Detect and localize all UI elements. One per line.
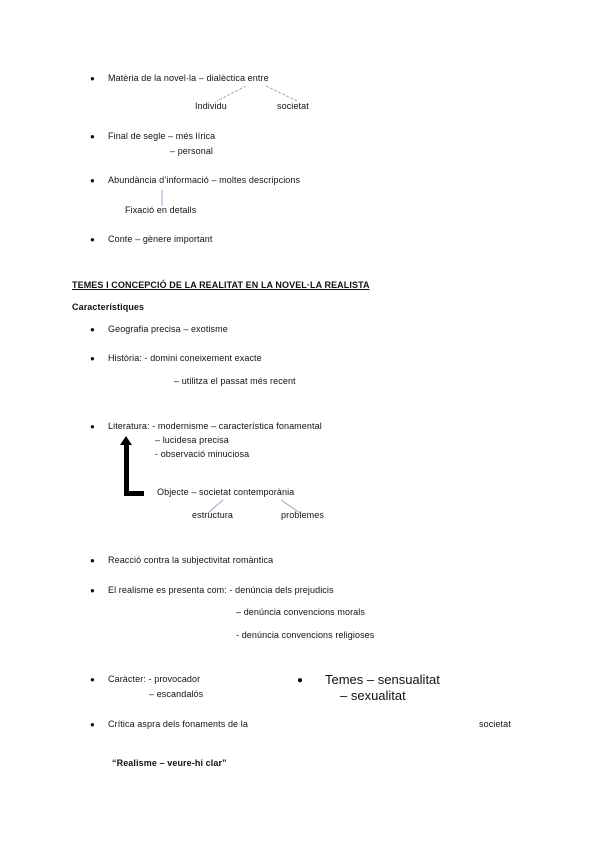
item-realisme-sub2: - denúncia convencions religioses [236,630,375,640]
item-final-segle: Final de segle – més lírica [108,131,216,141]
bullet: ● [90,422,95,431]
item-literatura: Literatura: - modernisme – característica fonamental [108,421,322,431]
arrow-icon [120,436,144,496]
item-realisme-sub1: – denúncia convencions morals [236,607,365,617]
subheading: Característiques [72,302,145,312]
bullet: ● [90,586,95,595]
item-historia-sub: – utilitza el passat més recent [174,376,296,386]
item-reaccio: Reacció contra la subjectivitat romàntica [108,555,274,565]
closing-quote: “Realisme – veure-hi clar” [112,758,227,768]
item-objecte: Objecte – societat contemporània [157,487,295,497]
bullet: ● [90,354,95,363]
item-literatura-sub2: - observació minuciosa [155,449,250,459]
item-fixacio: Fixació en detalls [125,205,197,215]
item-societat: societat [277,101,309,111]
item-abundancia: Abundància d’informació – moltes descripcions [108,175,301,185]
item-materia: Matèria de la novel·la – dialèctica entre [108,73,269,83]
item-conte: Conte – gènere important [108,234,213,244]
item-historia: Història: - domini coneixement exacte [108,353,262,363]
item-caracter: Caràcter: - provocador [108,674,201,684]
item-critica-end: societat [479,719,511,729]
section-heading: TEMES I CONCEPCIÓ DE LA REALITAT EN LA NOVEL·LA REALISTA [72,280,370,290]
item-temes-sub: – sexualitat [340,688,406,703]
connector-individu [217,86,246,101]
bullet: ● [90,132,95,141]
item-temes: Temes – sensualitat [325,672,440,687]
bullet: ● [297,675,304,686]
bullet: ● [90,235,95,244]
item-literatura-sub1: – lucidesa precisa [155,435,229,445]
bullet: ● [90,556,95,565]
item-individu: Individu [195,101,227,111]
item-critica: Crítica aspra dels fonaments de la [108,719,248,729]
bullet: ● [90,325,95,334]
connector-societat [266,86,297,101]
bullet: ● [90,74,95,83]
item-problemes: problemes [281,510,324,520]
item-caracter-sub: – escandalós [149,689,204,699]
bullet: ● [90,675,95,684]
bullet: ● [90,720,95,729]
item-personal: – personal [170,146,214,156]
item-geografia: Geografia precisa – exotisme [108,324,228,334]
item-realisme: El realisme es presenta com: - denúncia dels prejudicis [108,585,334,595]
item-estructura: estructura [192,510,234,520]
bullet: ● [90,176,95,185]
